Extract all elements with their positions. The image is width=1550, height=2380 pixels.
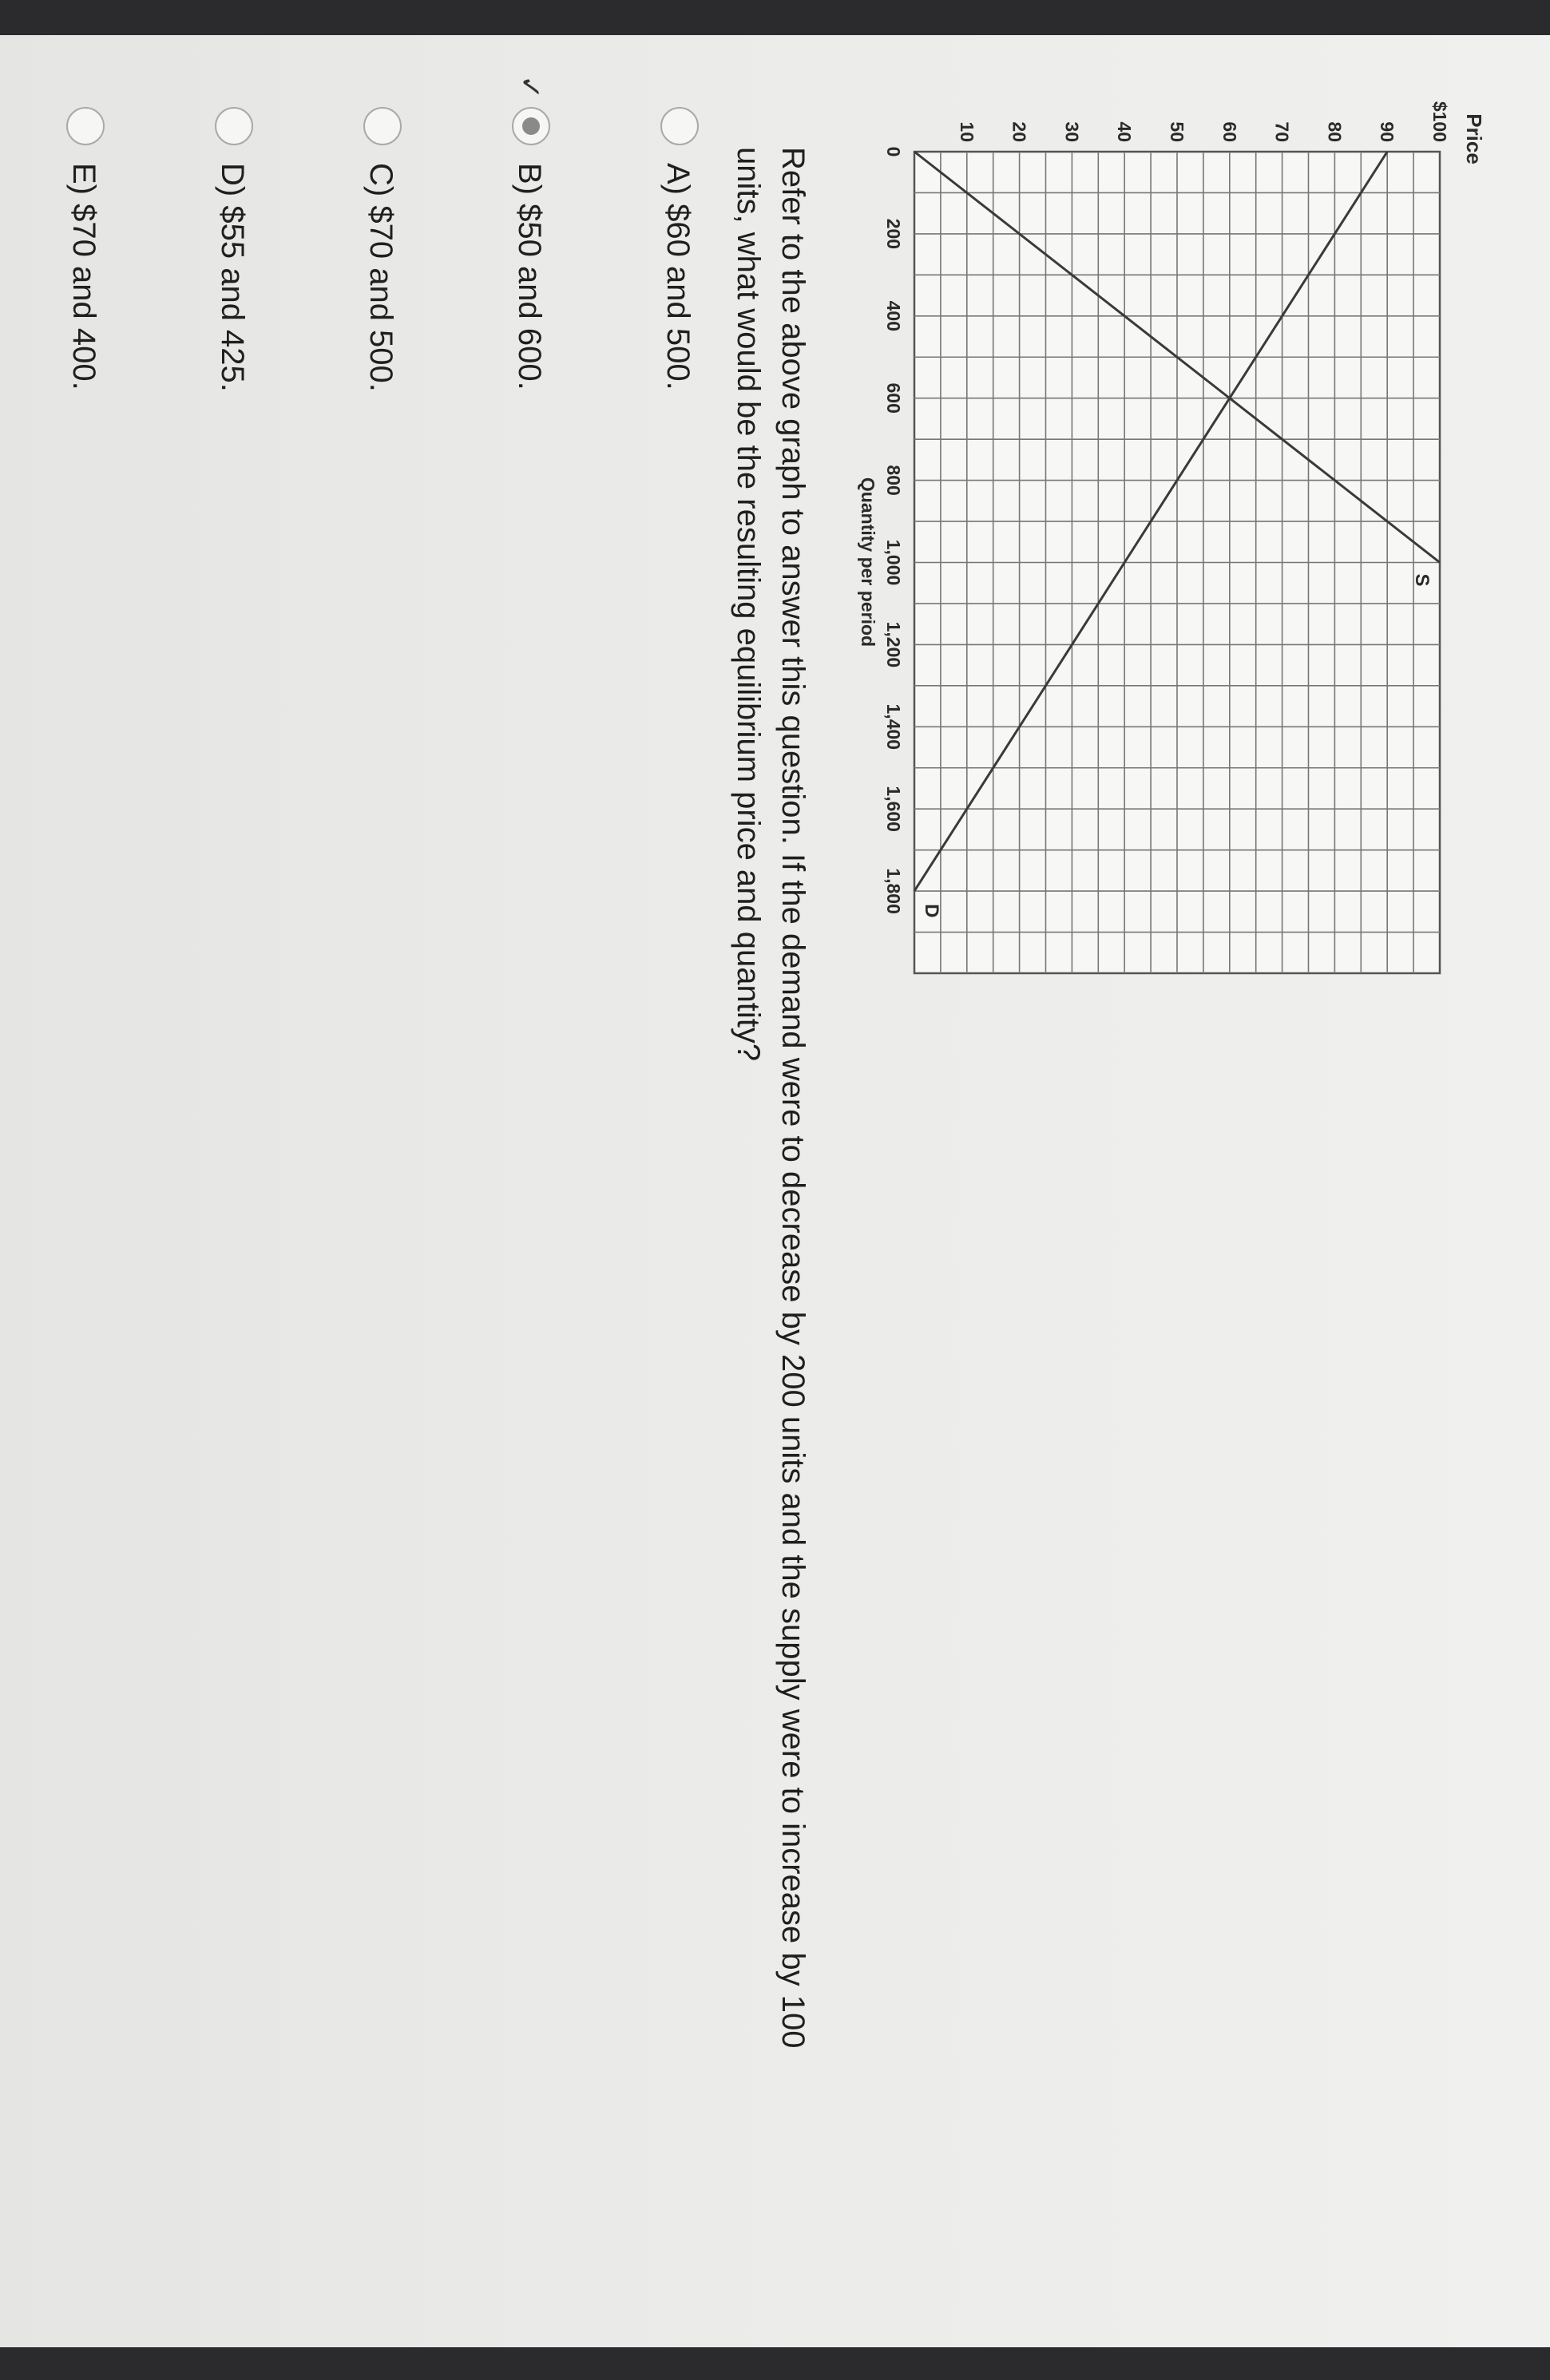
x-tick-label: 0 [883,146,904,157]
x-axis-label: Quantity per period [858,477,878,647]
series-label-s: S [1411,573,1433,587]
x-tick-label: 1,800 [883,868,904,914]
chart-grid [914,152,1440,973]
option-d[interactable] [100,107,248,826]
answer-options [0,75,696,826]
question-text: Refer to the above graph to answer this question. If the demand were to decrease by 200 units and the supply were to increase by 100 units, what would be the resulting equilibrium price and quantity? [731,147,811,2049]
option-b[interactable] [397,75,547,826]
option-c[interactable] [248,107,397,826]
option-d-label [216,163,248,392]
option-b-letter: B) [512,163,547,195]
x-tick-label: 1,000 [883,539,904,586]
check-icon: ✓ [514,75,547,100]
series-label-d: D [921,904,942,918]
option-c-label [365,163,397,392]
option-a-text: $60 and 500. [660,204,696,390]
option-e-label [68,163,100,390]
supply-demand-chart [831,35,1550,1057]
y-tick-label: 90 [1377,121,1398,142]
screen [0,35,1550,2347]
radio-option-e[interactable] [66,107,105,145]
option-e-text: $70 and 400. [66,204,101,390]
x-tick-label: 1,200 [883,621,904,668]
radio-option-b[interactable] [512,107,550,145]
y-tick-label: 70 [1271,121,1293,142]
option-c-text: $70 and 500. [363,205,398,392]
y-axis-label: Price [1462,113,1486,164]
option-e[interactable] [0,107,100,826]
option-b-text: $50 and 600. [512,204,547,390]
y-tick-label: 80 [1324,121,1346,142]
y-tick-label: 20 [1009,121,1030,142]
radio-option-d[interactable] [215,107,253,145]
option-a-letter: A) [660,163,696,195]
option-b-label [513,163,545,390]
option-a-label [662,163,694,390]
y-tick-label: 30 [1061,121,1083,142]
radio-option-a[interactable] [660,107,699,145]
option-e-letter: E) [66,163,101,195]
x-tick-label: 1,400 [883,703,904,750]
y-tick-label: 60 [1219,121,1240,142]
x-tick-label: 200 [883,218,904,250]
radio-option-c[interactable] [363,107,402,145]
y-tick-label: 40 [1114,121,1136,142]
x-tick-label: 1,600 [883,786,904,832]
x-tick-label: 800 [883,465,904,496]
quiz-content [0,35,1550,2347]
option-a[interactable] [545,107,694,826]
x-tick-label: 400 [883,300,904,331]
option-d-text: $55 and 425. [215,205,250,392]
option-d-letter: D) [215,163,250,197]
y-tick-label: 10 [956,121,977,142]
y-tick-label: 50 [1167,121,1187,142]
y-tick-label: $100 [1429,101,1450,142]
option-c-letter: C) [363,163,398,197]
x-tick-label: 600 [883,382,904,414]
